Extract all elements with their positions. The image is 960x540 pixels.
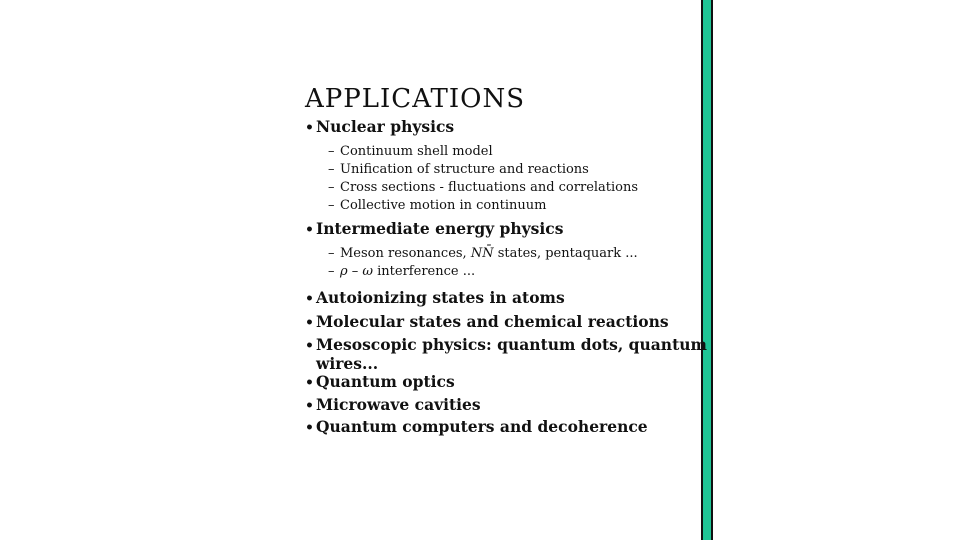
bullet-microwave (305, 396, 481, 415)
bullet-label: Autoionizing states in atoms (316, 288, 565, 307)
sub-item (328, 246, 638, 262)
sub-item (328, 264, 475, 280)
bullet-dot: • (305, 291, 314, 307)
sub-item-prefix: Meson resonances, (340, 246, 471, 261)
bullet-quantum-optics (305, 373, 455, 392)
sub-item-label: Unification of structure and reactions (340, 162, 589, 177)
bullet-label: Microwave cavities (316, 395, 481, 414)
bullet-dot: • (305, 315, 314, 331)
bullet-dot: • (305, 120, 314, 136)
dash: – (328, 162, 335, 177)
bullet-dot: • (305, 338, 314, 354)
sub-item-label: Collective motion in continuum (340, 198, 547, 213)
bullet-dot: • (305, 398, 314, 414)
sub-item-label: Cross sections - fluctuations and correlations (340, 180, 639, 195)
sub-item (328, 144, 493, 160)
bullet-molecular (305, 313, 669, 332)
side-accent-bar (701, 0, 713, 540)
bullet-mesoscopic (305, 336, 707, 373)
bullet-dot: • (305, 420, 314, 436)
bullet-autoionizing (305, 289, 565, 308)
math-symbol: ρ – ω (340, 264, 374, 279)
bullet-label: Molecular states and chemical reactions (316, 312, 669, 331)
bullet-label: Quantum optics (316, 372, 455, 391)
bullet-label: Mesoscopic physics: quantum dots, quantum (316, 335, 707, 354)
bullet-label: Intermediate energy physics (316, 219, 564, 238)
bullet-nuclear-physics (305, 118, 454, 137)
bullet-dot: • (305, 222, 314, 238)
dash: – (328, 144, 335, 159)
bullet-label-continued: wires... (316, 354, 379, 373)
slide-title: APPLICATIONS (305, 84, 526, 114)
sub-item-suffix: states, pentaquark ... (493, 246, 638, 261)
dash: – (328, 180, 335, 195)
bullet-dot: • (305, 375, 314, 391)
sub-item-suffix: interference ... (373, 264, 476, 279)
sub-item (328, 180, 638, 196)
bullet-label: Nuclear physics (316, 117, 455, 136)
bullet-quantum-computers (305, 418, 648, 437)
sub-item (328, 162, 589, 178)
dash: – (328, 198, 335, 213)
sub-item-label: Continuum shell model (340, 144, 493, 159)
bullet-label: Quantum computers and decoherence (316, 417, 648, 436)
sub-item (328, 198, 546, 214)
math-symbol: NN̄ (470, 246, 494, 261)
dash: – (328, 246, 335, 261)
bullet-intermediate-energy (305, 220, 563, 239)
dash: – (328, 264, 335, 279)
